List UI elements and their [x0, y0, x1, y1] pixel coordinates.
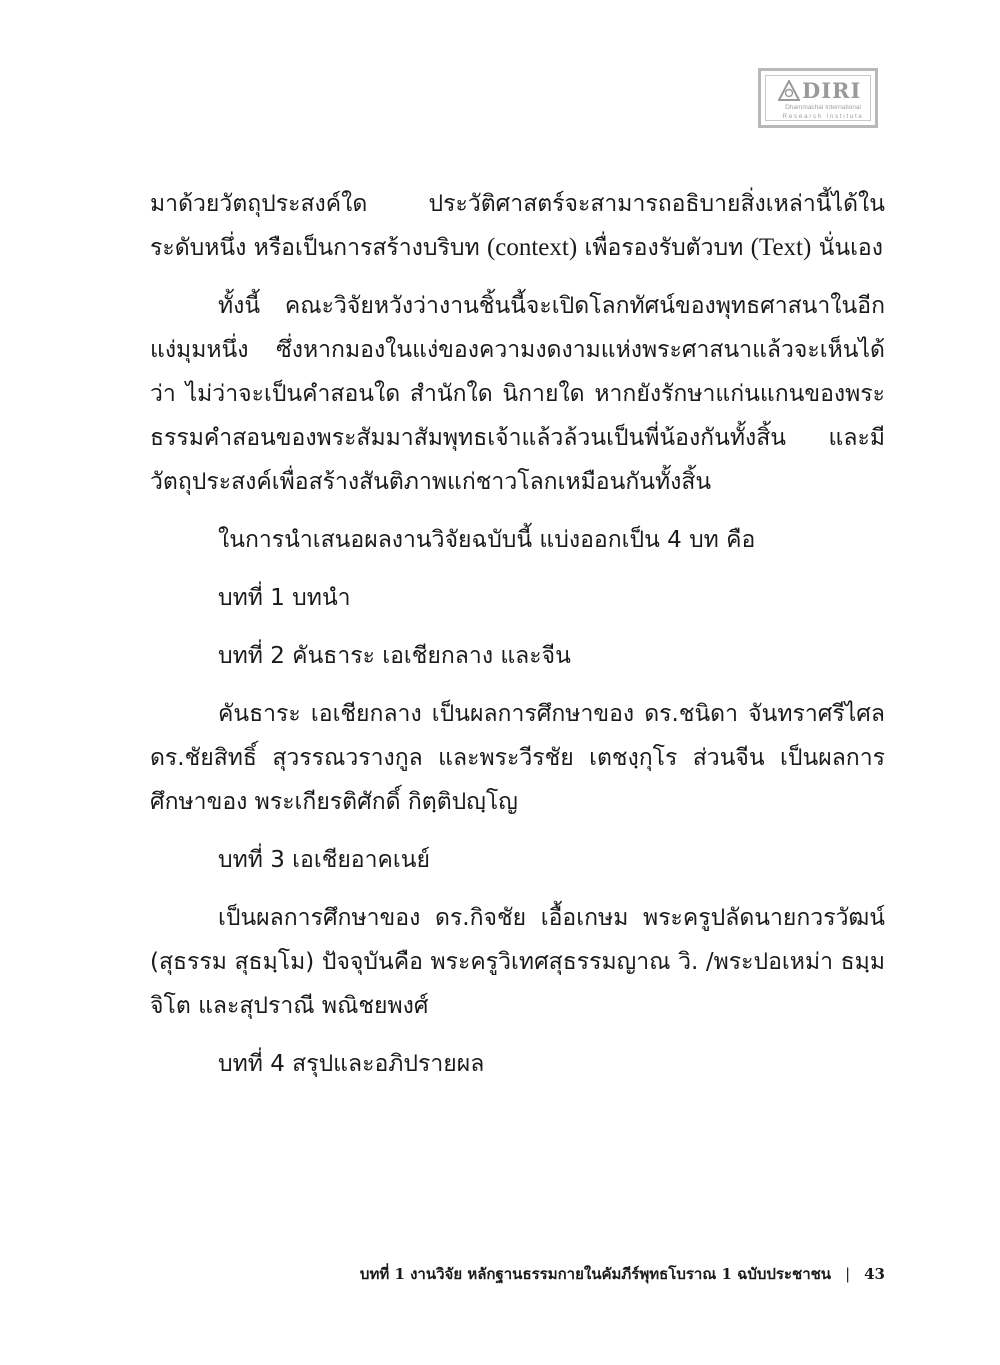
dhammachai-emblem-icon [778, 80, 800, 102]
footer-separator: | [845, 1265, 851, 1283]
logo-frame [765, 75, 871, 121]
logo-subtitle-line2: Research Institute [782, 113, 864, 120]
running-title: บทที่ 1 งานวิจัย หลักฐานธรรมกายในคัมภีร์พุทธโบราณ 1 ฉบับประชาชน [359, 1265, 832, 1283]
chapter-1-heading: บทที่ 1 บทนำ [218, 585, 351, 611]
paragraph-chapter-overview: ในการนำเสนอผลงานวิจัยฉบับนี้ แบ่งออกเป็น 4 บท คือ [218, 527, 756, 553]
page-body [150, 182, 885, 1100]
paragraph-context [150, 182, 885, 270]
paragraph-chapter-2-authors: คันธาระ เอเชียกลาง เป็นผลการศึกษาของ ดร.ชนิดา จันทราศรีไศล ดร.ชัยสิทธิ์ สุวรรณวรางกูล และพระวีรชัย เตชงฺกุโร ส่วนจีน เป็นผลการศึกษาของ พระเกียรติศักดิ์ กิตฺติปญฺโญ [150, 701, 885, 815]
paragraph-context-part2: เพื่อรองรับตัวบท [577, 235, 751, 261]
term-context: (context) [486, 234, 578, 261]
page-footer [360, 1262, 885, 1286]
chapter-2-heading: บทที่ 2 คันธาระ เอเชียกลาง และจีน [218, 643, 571, 669]
paragraph-chapter-3-authors: เป็นผลการศึกษาของ ดร.กิจชัย เอื้อเกษม พระครูปลัดนายกวรวัฒน์ (สุธรรม สุธมฺโม) ปัจจุบันคือ พระครูวิเทศสุธรรมญาณ วิ. /พระปอเหม่า ธมฺมจิโต และสุปราณี พณิชยพงศ์ [150, 905, 885, 1019]
paragraph-context-part1: มาด้วยวัตถุประสงค์ใด ประวัติศาสตร์จะสามารถอธิบายสิ่งเหล่านี้ได้ในระดับหนึ่ง หรือเป็นการสร้างบริบท [150, 191, 885, 261]
page-number: 43 [864, 1265, 885, 1283]
chapter-4-heading: บทที่ 4 สรุปและอภิปรายผล [218, 1051, 485, 1077]
paragraph-context-part3: นั่นเอง [811, 235, 883, 261]
chapter-3-heading: บทที่ 3 เอเชียอาคเนย์ [218, 847, 430, 873]
logo-subtitle-line1: Dhammachai International [785, 104, 861, 111]
diri-logo [758, 68, 878, 128]
term-text: (Text) [750, 234, 812, 261]
paragraph-research-hope: ทั้งนี้ คณะวิจัยหวังว่างานชิ้นนี้จะเปิดโลกทัศน์ของพุทธศาสนาในอีกแง่มุมหนึ่ง ซึ่งหากมองในแง่ของความงดงามแห่งพระศาสนาแล้วจะเห็นได้ว่า ไม่ว่าจะเป็นคำสอนใด สำนักใด นิกายใด หากยังรักษาแก่นแกนของพระธรรมคำสอนของพระสัมมาสัมพุทธเจ้าแล้วล้วนเป็นพี่น้องกันทั้งสิ้น และมีวัตถุประสงค์เพื่อสร้างสันติภาพแก่ชาวโลกเหมือนกันทั้งสิ้น [150, 293, 885, 495]
logo-name: DIRI [802, 78, 862, 103]
